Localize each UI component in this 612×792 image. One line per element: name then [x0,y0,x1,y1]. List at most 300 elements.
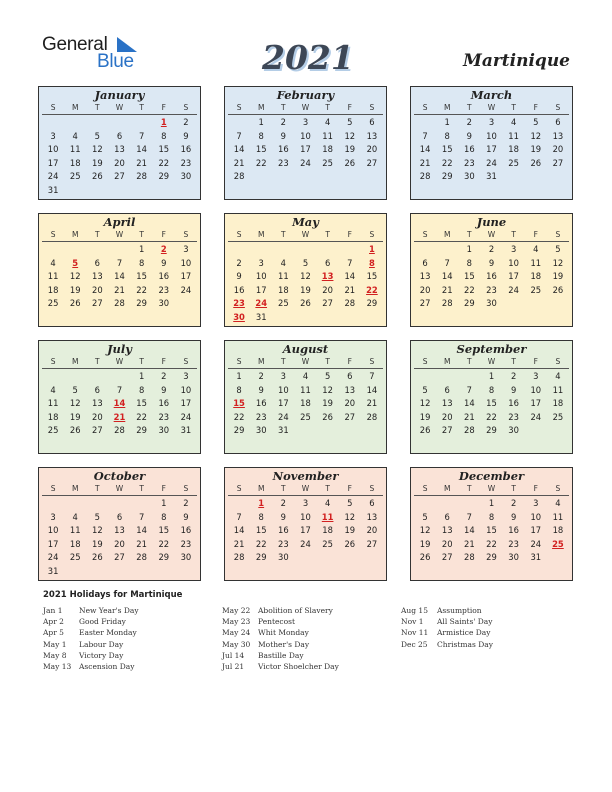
day-cell: 28 [114,425,125,436]
weekday-label: S [369,103,375,112]
empty-day-cell [228,497,250,511]
day-cell: 2 [510,371,517,381]
weekday-label: F [533,230,538,239]
day-cell: 27 [366,538,378,549]
day-cell: 9 [183,511,189,522]
day-cell: 30 [158,425,170,436]
day-cell: 2 [280,117,287,127]
weekday-label: M [257,357,265,366]
day-cell: 18 [530,271,542,282]
day-cell: 28 [136,171,147,182]
header-divider [228,114,383,115]
weekday-label: F [533,103,538,112]
holiday-date: May 30 [222,639,251,649]
day-cell: 4 [302,371,309,381]
day-cell: 13 [552,130,564,141]
day-cell: 12 [419,525,431,536]
holiday-day-cell: 23 [233,298,245,309]
day-cell: 6 [369,498,375,508]
day-cell: 29 [486,552,497,563]
header-divider [414,368,569,369]
day-cell: 29 [486,425,497,436]
holiday-date: May 13 [43,661,72,671]
day-cell: 3 [258,257,264,268]
month-title: January [94,88,145,102]
day-cell: 17 [47,157,59,168]
day-cell: 17 [486,144,497,155]
weekday-label: T [467,357,472,366]
day-cell: 27 [441,425,453,436]
day-cell: 17 [278,398,289,409]
day-cell: 14 [419,144,431,155]
weekday-label: W [301,103,310,112]
day-cell: 7 [422,130,428,141]
day-cell: 16 [180,144,192,155]
empty-day-cell [436,243,458,257]
day-cell: 10 [530,511,542,522]
month-day-grid [225,102,386,184]
empty-day-cell [436,370,458,384]
day-cell: 10 [278,384,289,395]
weekday-label: T [511,484,516,493]
day-cell: 3 [50,130,56,141]
day-cell: 21 [441,284,453,295]
holiday-entry [222,650,339,661]
day-cell: 24 [278,411,289,422]
brand-logo [42,34,142,74]
day-cell: 20 [344,398,356,409]
header-divider [228,368,383,369]
day-cell: 20 [419,284,431,295]
month-december [410,467,573,581]
holiday-name: Abolition of Slavery [258,606,333,615]
day-cell: 19 [530,144,542,155]
day-cell: 20 [366,144,378,155]
day-cell: 3 [302,117,309,127]
holiday-date: May 8 [43,650,67,660]
holiday-entry [222,639,339,650]
day-cell: 1 [466,244,473,254]
day-cell: 18 [552,525,564,536]
day-cell: 31 [530,552,542,563]
day-cell: 3 [533,371,539,381]
empty-day-cell [458,497,480,511]
month-june [410,213,573,327]
day-cell: 5 [302,257,309,268]
day-cell: 14 [344,271,356,282]
day-cell: 28 [464,425,475,436]
day-cell: 17 [180,271,192,282]
month-day-grid [39,229,200,311]
day-cell: 14 [464,398,475,409]
holiday-date: Nov 11 [401,628,429,638]
day-cell: 25 [69,552,81,563]
day-cell: 2 [161,371,167,381]
day-cell: 22 [486,411,497,422]
weekday-label: S [369,357,375,366]
day-cell: 30 [158,298,170,309]
day-cell: 26 [300,298,311,309]
day-cell: 6 [369,117,375,127]
day-cell: 6 [347,371,353,381]
day-cell: 8 [444,130,450,141]
day-cell: 26 [322,411,333,422]
day-cell: 10 [486,130,497,141]
day-cell: 2 [236,257,242,268]
weekday-label: F [161,103,166,112]
day-cell: 9 [161,257,167,268]
weekday-label: T [139,357,144,366]
day-cell: 3 [510,244,517,254]
day-cell: 11 [47,398,59,409]
day-cell: 23 [486,284,497,295]
day-cell: 11 [69,525,81,536]
day-cell: 24 [300,538,311,549]
day-cell: 24 [300,157,311,168]
day-cell: 4 [533,244,539,254]
day-cell: 28 [114,298,125,309]
day-cell: 28 [233,171,245,182]
holiday-name: Mother's Day [258,639,310,649]
day-cell: 29 [464,298,475,309]
day-cell: 24 [530,411,542,422]
weekday-label: F [161,357,166,366]
day-cell: 27 [114,171,125,182]
weekday-label: S [236,230,242,239]
weekday-label: S [50,357,56,366]
day-cell: 13 [441,525,453,536]
weekday-label: S [183,103,189,112]
day-cell: 7 [138,130,145,141]
empty-day-cell [131,497,153,511]
day-cell: 17 [300,525,311,536]
weekday-label: T [281,484,286,493]
day-cell: 4 [50,384,56,395]
day-cell: 3 [50,511,56,522]
weekday-label: F [533,484,538,493]
weekday-label: T [325,103,330,112]
month-title: June [476,215,507,229]
day-cell: 6 [444,511,450,522]
day-cell: 26 [344,157,356,168]
day-cell: 13 [366,130,378,141]
day-cell: 27 [441,552,453,563]
day-cell: 9 [183,130,189,141]
holiday-name: New Year's Day [79,606,139,615]
logo-word-general: General [42,34,108,55]
day-cell: 6 [555,117,561,127]
day-cell: 29 [158,171,170,182]
weekday-label: T [281,230,286,239]
weekday-label: M [71,484,79,493]
day-cell: 19 [69,284,81,295]
day-cell: 31 [180,425,192,436]
day-cell: 16 [508,525,519,536]
day-cell: 23 [158,411,170,422]
weekday-label: W [301,484,310,493]
weekday-label: F [161,484,166,493]
month-title: March [470,88,513,102]
day-cell: 25 [552,411,564,422]
day-cell: 14 [233,144,245,155]
day-cell: 9 [280,511,287,522]
holiday-name: Assumption [437,606,482,615]
holiday-name: Pentecost [258,617,296,627]
day-cell: 7 [116,257,123,268]
holiday-day-cell: 15 [233,398,245,409]
weekday-label: T [467,484,472,493]
day-cell: 18 [552,398,564,409]
day-cell: 16 [464,144,475,155]
month-title: July [107,342,132,356]
header-divider [42,495,197,496]
day-cell: 19 [344,144,356,155]
holiday-date: May 23 [222,617,251,627]
day-cell: 17 [300,144,311,155]
holiday-date: Nov 1 [401,617,424,627]
day-cell: 18 [278,284,289,295]
empty-day-cell [42,116,64,130]
day-cell: 31 [255,311,267,322]
day-cell: 11 [530,257,542,268]
month-title: December [458,469,525,483]
month-day-grid [411,229,572,311]
day-cell: 23 [464,157,475,168]
weekday-label: T [139,484,144,493]
day-cell: 10 [508,257,519,268]
day-cell: 29 [136,298,147,309]
month-title: May [292,215,319,229]
day-cell: 24 [486,157,497,168]
day-cell: 9 [161,384,167,395]
weekday-label: W [487,484,496,493]
weekday-label: M [257,103,265,112]
weekday-label: W [301,357,310,366]
day-cell: 6 [422,257,428,268]
month-title: November [272,469,339,483]
empty-day-cell [458,370,480,384]
day-cell: 22 [255,157,267,168]
weekday-label: S [50,230,56,239]
day-cell: 26 [69,298,81,309]
day-cell: 25 [278,298,289,309]
holiday-day-cell: 14 [113,398,126,409]
empty-day-cell [294,243,316,257]
day-cell: 31 [278,425,289,436]
day-cell: 28 [344,298,356,309]
empty-day-cell [228,116,250,130]
day-cell: 31 [486,171,497,182]
day-cell: 25 [47,298,59,309]
month-day-grid [225,356,386,438]
holiday-column [401,605,493,650]
day-cell: 14 [136,144,147,155]
day-cell: 26 [344,538,356,549]
day-cell: 28 [366,411,378,422]
day-cell: 2 [280,498,287,508]
day-cell: 17 [180,398,192,409]
empty-day-cell [131,116,153,130]
day-cell: 12 [92,144,103,155]
day-cell: 15 [441,144,453,155]
day-cell: 16 [233,284,245,295]
day-cell: 7 [236,130,242,141]
day-cell: 12 [419,398,431,409]
day-cell: 5 [422,384,428,395]
day-cell: 20 [366,525,378,536]
day-cell: 1 [138,371,145,381]
day-cell: 10 [530,384,542,395]
weekday-label: S [236,103,242,112]
weekday-label: S [369,484,375,493]
weekday-label: W [115,357,124,366]
day-cell: 23 [180,157,192,168]
day-cell: 8 [161,130,167,141]
day-cell: 4 [72,511,78,522]
day-cell: 24 [47,552,59,563]
day-cell: 15 [158,144,170,155]
month-march [410,86,573,200]
day-cell: 21 [233,157,245,168]
day-cell: 23 [180,538,192,549]
day-cell: 19 [322,398,333,409]
day-cell: 18 [300,398,311,409]
empty-day-cell [108,243,130,257]
day-cell: 20 [441,411,453,422]
empty-day-cell [228,243,250,257]
weekday-label: T [139,103,144,112]
day-cell: 26 [69,425,81,436]
day-cell: 10 [47,525,59,536]
day-cell: 21 [114,284,125,295]
empty-day-cell [250,243,272,257]
weekday-label: S [183,230,189,239]
day-cell: 18 [47,411,59,422]
day-cell: 19 [419,538,431,549]
empty-day-cell [86,497,108,511]
day-cell: 4 [324,117,331,127]
weekday-label: S [555,357,561,366]
day-cell: 15 [158,525,170,536]
empty-day-cell [42,370,64,384]
day-cell: 27 [344,411,356,422]
day-cell: 18 [322,525,333,536]
day-cell: 12 [69,271,81,282]
weekday-label: T [95,484,100,493]
day-cell: 9 [236,271,242,282]
holiday-day-cell: 25 [552,538,564,549]
empty-day-cell [414,243,436,257]
day-cell: 11 [508,130,519,141]
day-cell: 27 [114,552,125,563]
day-cell: 16 [158,398,170,409]
day-cell: 21 [136,538,147,549]
day-cell: 29 [255,552,267,563]
day-cell: 15 [136,271,147,282]
day-cell: 24 [47,171,59,182]
empty-day-cell [436,497,458,511]
day-cell: 15 [136,398,147,409]
day-cell: 5 [347,498,353,508]
day-cell: 23 [508,538,519,549]
day-cell: 11 [69,144,81,155]
weekday-label: T [281,357,286,366]
day-cell: 16 [180,525,192,536]
weekday-label: S [555,230,561,239]
empty-day-cell [64,243,86,257]
day-cell: 22 [158,538,170,549]
month-october [38,467,201,581]
day-cell: 5 [94,130,101,141]
weekday-label: S [236,484,242,493]
day-cell: 6 [116,511,123,522]
day-cell: 20 [441,538,453,549]
day-cell: 10 [47,144,59,155]
holiday-day-cell: 1 [369,244,375,254]
month-january [38,86,201,200]
calendar-year: 2021 [262,38,354,77]
day-cell: 24 [180,411,192,422]
day-cell: 5 [94,511,101,522]
holiday-entry [43,605,139,616]
day-cell: 7 [116,384,123,395]
header-divider [42,114,197,115]
day-cell: 1 [488,498,495,508]
holidays-title: 2021 Holidays for Martinique [43,590,183,600]
holiday-entry [401,616,493,627]
day-cell: 11 [47,271,59,282]
holiday-name: All Saints' Day [437,617,493,627]
month-day-grid [411,483,572,565]
day-cell: 30 [508,425,519,436]
empty-day-cell [414,497,436,511]
day-cell: 9 [488,257,495,268]
month-day-grid [39,356,200,438]
weekday-label: W [487,230,496,239]
month-april [38,213,201,327]
day-cell: 26 [552,284,564,295]
holiday-date: Apr 2 [43,617,64,627]
holiday-date: May 24 [222,628,251,638]
holiday-column [43,605,139,672]
empty-day-cell [339,243,361,257]
day-cell: 5 [347,117,353,127]
weekday-label: M [257,230,265,239]
weekday-label: T [325,230,330,239]
day-cell: 21 [419,157,431,168]
header-divider [414,114,569,115]
weekday-label: W [115,484,124,493]
day-cell: 24 [508,284,519,295]
day-cell: 18 [47,284,59,295]
weekday-label: M [443,484,451,493]
holiday-day-cell: 2 [160,244,167,254]
holiday-date: Jul 21 [222,661,245,671]
empty-day-cell [272,243,294,257]
day-cell: 13 [441,398,453,409]
day-cell: 10 [180,384,192,395]
holiday-entry [222,661,339,672]
day-cell: 22 [158,157,170,168]
day-cell: 14 [233,525,245,536]
weekday-label: S [183,484,189,493]
day-cell: 21 [344,284,356,295]
day-cell: 10 [300,130,311,141]
day-cell: 2 [258,371,264,381]
day-cell: 1 [236,371,242,381]
day-cell: 7 [347,257,353,268]
day-cell: 26 [419,425,431,436]
